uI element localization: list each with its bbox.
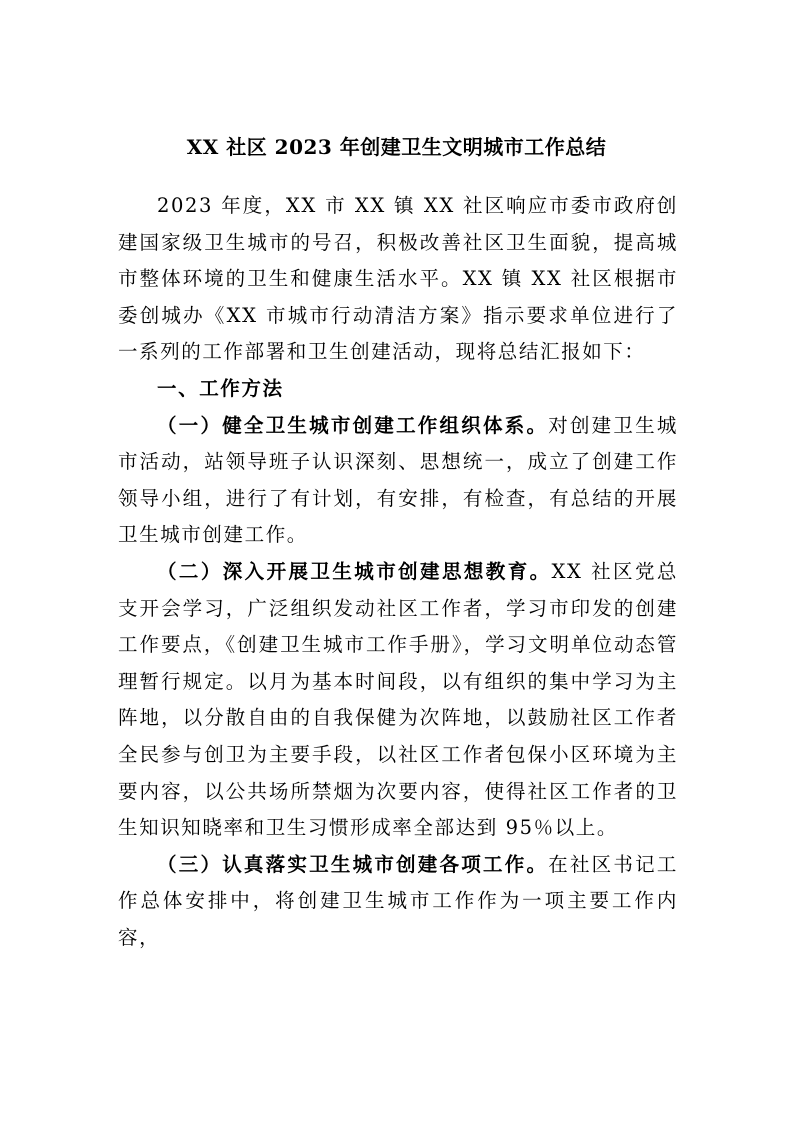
- item-lead-3: （三）认真落实卫生城市创建各项工作。: [157, 852, 549, 876]
- item-lead-1: （一）健全卫生城市创建工作组织体系。: [157, 413, 549, 437]
- item-paragraph-1: [118, 408, 678, 554]
- section-heading-work-methods: 一、工作方法: [157, 376, 284, 400]
- document-body: [118, 188, 678, 956]
- item-text-1: 对创建卫生城市活动，站领导班子认识深刻、思想统一，成立了创建工作领导小组，进行了有计划，有安排，有检查，有总结的开展卫生城市创建工作。: [118, 413, 678, 547]
- item-text-3: 在社区书记工作总体安排中，将创建卫生城市工作作为一项主要工作内容，: [118, 852, 678, 949]
- document-title: XX 社区 2023 年创建卫生文明城市工作总结: [186, 135, 607, 159]
- intro-paragraph: 2023 年度，XX 市 XX 镇 XX 社区响应市委市政府创建国家级卫生城市的号召，积极改善社区卫生面貌，提高城市整体环境的卫生和健康生活水平。XX 镇 XX 社区根据市委创城办《XX 市城市行动清洁方案》指示要求单位进行了一系列的工作部署和卫生创建活动，现将总结汇报如下：: [118, 194, 678, 364]
- item-paragraph-2: [118, 554, 678, 847]
- item-text-2: XX 社区党总支开会学习，广泛组织发动社区工作者，学习市印发的创建工作要点，《创建卫生城市工作手册》，学习文明单位动态管理暂行规定。以月为基本时间段，以有组织的集中学习为主阵地，以分散自由的自我保健为次阵地，以鼓励社区工作者全民参与创卫为主要手段，以社区工作者包保小区环境为主要内容，以公共场所禁烟为次要内容，使得社区工作者的卫生知识知晓率和卫生习惯形成率全部达到 95％以上。: [118, 559, 678, 840]
- item-lead-2: （二）深入开展卫生城市创建思想教育。: [157, 559, 552, 583]
- item-paragraph-3: [118, 847, 678, 957]
